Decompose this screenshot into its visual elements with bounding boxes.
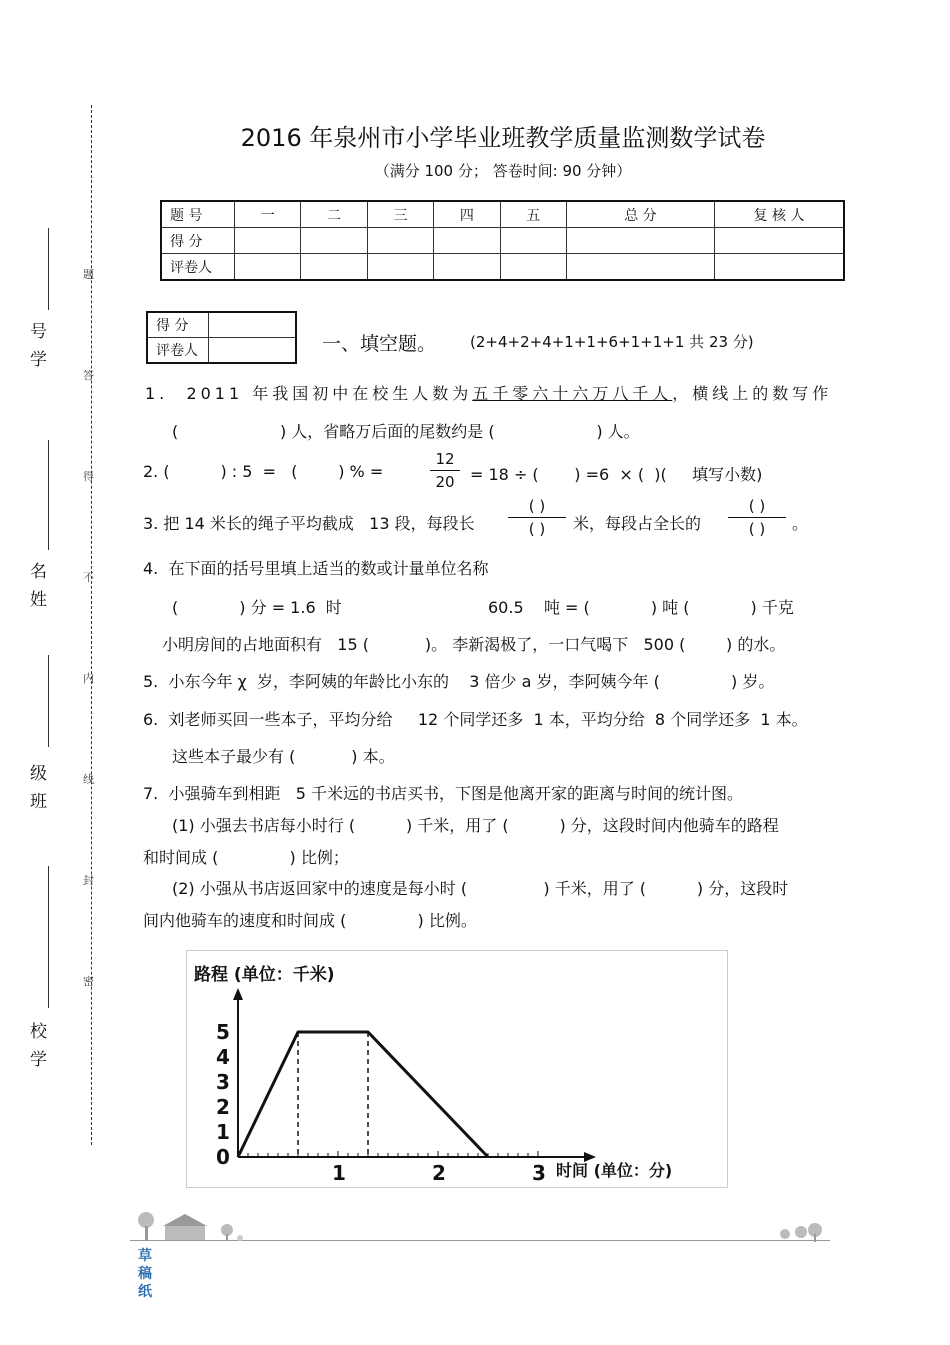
y-tick-label: 1 xyxy=(216,1120,230,1144)
seal-char: 线 xyxy=(83,773,94,786)
score-header-cell: 二 xyxy=(301,201,367,228)
side-label-school: 校学 xyxy=(30,1022,47,1070)
name-line xyxy=(48,228,49,310)
mini-cell[interactable] xyxy=(209,312,297,338)
question-4-a: ( ) 分 = 1.6 时 xyxy=(172,598,342,617)
seal-char: 内 xyxy=(83,672,94,685)
score-table-row xyxy=(161,228,844,254)
score-header-cell: 总 分 xyxy=(566,201,714,228)
score-row-label: 得 分 xyxy=(161,228,235,254)
q1-text-a: 1. 2011 年我国初中在校生人数为 xyxy=(145,384,473,403)
y-tick-label: 4 xyxy=(216,1045,230,1069)
question-7: 7. 小强骑车到相距 5 千米远的书店买书，下图是他离开家的距离与时间的统计图。 xyxy=(143,784,743,803)
side-label-name: 名姓 xyxy=(30,562,47,610)
y-tick-label: 0 xyxy=(216,1145,230,1169)
score-header-cell: 题 号 xyxy=(161,201,235,228)
q1-underlined: 五千零六十六万八千人 xyxy=(472,384,673,403)
q2-denominator: 20 xyxy=(435,473,455,491)
score-table xyxy=(160,200,845,281)
seal-char: 得 xyxy=(83,470,94,483)
question-1 xyxy=(145,381,832,404)
question-1-line2: ( ) 人，省略万后面的尾数约是 ( ) 人。 xyxy=(172,422,640,441)
score-cell[interactable] xyxy=(566,228,714,254)
distance-series-line xyxy=(238,1032,488,1157)
score-cell[interactable] xyxy=(367,254,433,281)
exam-title: 2016 年泉州市小学毕业班教学质量监测数学试卷 xyxy=(240,124,766,152)
draft-paper-label: 草稿纸 xyxy=(138,1248,152,1300)
score-cell[interactable] xyxy=(301,228,367,254)
q3-fraction-part xyxy=(728,497,786,538)
score-cell[interactable] xyxy=(715,228,845,254)
side-label-class: 级班 xyxy=(30,764,47,812)
q2-fraction xyxy=(430,450,460,491)
x-tick-label: 1 xyxy=(332,1161,346,1185)
score-header-cell: 四 xyxy=(434,201,500,228)
score-table-header-row xyxy=(161,201,844,228)
name-line xyxy=(48,440,49,550)
question-4-b: 60.5 吨 = ( ) 吨 ( ) 千克 xyxy=(488,598,794,617)
distance-time-chart xyxy=(186,950,728,1188)
question-5: 5. 小东今年 χ 岁，李阿姨的年龄比小东的 3 倍少 a 岁，李阿姨今年 ( ) 岁。 xyxy=(143,672,775,691)
score-cell[interactable] xyxy=(434,254,500,281)
fraction-blank: ( ) xyxy=(748,497,766,515)
question-7-1-line2: 和时间成 ( ) 比例； xyxy=(143,848,349,867)
question-2-b: = 18 ÷ ( ) =6 × ( )( 填写小数) xyxy=(470,465,763,484)
y-tick-label: 5 xyxy=(216,1020,230,1044)
mini-label: 评卷人 xyxy=(147,338,209,364)
section-points: (2+4+2+4+1+1+6+1+1+1 共 23 分) xyxy=(470,333,754,351)
question-3-a: 3. 把 14 米长的绳子平均截成 13 段，每段长 xyxy=(143,514,475,533)
seal-char: 题 xyxy=(83,268,94,281)
fraction-blank: ( ) xyxy=(528,520,546,538)
score-header-cell: 复 核 人 xyxy=(715,201,845,228)
score-header-cell: 五 xyxy=(500,201,566,228)
question-4-c: 小明房间的占地面积有 15 ( )。 李新渴极了，一口气喝下 500 ( ) 的水。 xyxy=(162,635,786,654)
seal-char: 密 xyxy=(83,975,94,988)
q2-numerator: 12 xyxy=(435,450,455,468)
name-line xyxy=(48,866,49,1008)
y-axis-label: 路程 (单位：千米) xyxy=(194,965,335,985)
q1-text-b: ，横线上的数写作 xyxy=(672,384,833,403)
question-3-b: 米，每段占全长的 xyxy=(573,514,702,533)
name-line xyxy=(48,655,49,747)
question-2-a: 2. ( ) : 5 = ( ) % = xyxy=(143,462,384,481)
y-tick-label: 2 xyxy=(216,1095,230,1119)
x-tick-label: 3 xyxy=(532,1161,546,1185)
binding-dashed-line xyxy=(91,105,92,1145)
fraction-blank: ( ) xyxy=(748,520,766,538)
question-7-1: (1) 小强去书店每小时行 ( ) 千米，用了 ( ) 分，这段时间内他骑车的路程 xyxy=(172,816,779,835)
tree-house-icon xyxy=(135,1210,250,1242)
score-header-cell: 一 xyxy=(235,201,301,228)
q3-fraction-length xyxy=(508,497,566,538)
score-cell[interactable] xyxy=(235,254,301,281)
score-cell[interactable] xyxy=(566,254,714,281)
score-header-cell: 三 xyxy=(367,201,433,228)
score-cell[interactable] xyxy=(367,228,433,254)
fraction-blank: ( ) xyxy=(528,497,546,515)
tree-icon xyxy=(775,1222,830,1242)
seal-char: 答 xyxy=(83,369,94,382)
question-3-c: 。 xyxy=(792,514,809,533)
section-score-box xyxy=(146,311,297,364)
seal-char: 封 xyxy=(83,874,94,887)
score-cell[interactable] xyxy=(500,254,566,281)
x-tick-label: 2 xyxy=(432,1161,446,1185)
score-cell[interactable] xyxy=(235,228,301,254)
y-axis-arrow xyxy=(233,988,243,1000)
question-7-2: (2) 小强从书店返回家中的速度是每小时 ( ) 千米，用了 ( ) 分，这段时 xyxy=(172,879,789,898)
score-cell[interactable] xyxy=(434,228,500,254)
mini-label: 得 分 xyxy=(147,312,209,338)
question-4: 4. 在下面的括号里填上适当的数或计量单位名称 xyxy=(143,559,489,578)
y-tick-label: 3 xyxy=(216,1070,230,1094)
score-cell[interactable] xyxy=(301,254,367,281)
score-cell[interactable] xyxy=(715,254,845,281)
question-7-2-line2: 间内他骑车的速度和时间成 ( ) 比例。 xyxy=(143,911,477,930)
x-axis-label: 时间 (单位：分) xyxy=(556,1161,673,1180)
side-label-student-no: 号学 xyxy=(30,322,47,370)
question-6: 6. 刘老师买回一些本子，平均分给 12 个同学还多 1 本，平均分给 8 个同学还多 1 本。 xyxy=(143,710,808,729)
score-table-row xyxy=(161,254,844,281)
question-6-line2: 这些本子最少有 ( ) 本。 xyxy=(172,747,395,766)
section-title: 一、填空题。 xyxy=(322,333,437,355)
mini-cell[interactable] xyxy=(209,338,297,364)
seal-char: 不 xyxy=(83,571,94,584)
score-cell[interactable] xyxy=(500,228,566,254)
score-row-label: 评卷人 xyxy=(161,254,235,281)
exam-subtitle: （满分 100 分； 答卷时间: 90 分钟） xyxy=(374,162,632,180)
chart-frame xyxy=(187,951,728,1188)
